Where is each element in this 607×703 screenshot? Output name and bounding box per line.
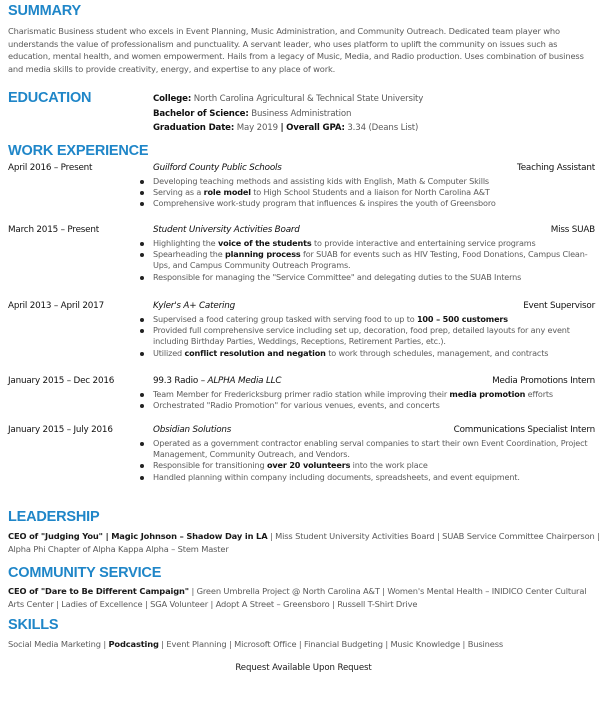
graduation-value: May 2019: [236, 123, 278, 133]
job-bullet: Handled planning within company including documents, spreadsheets, and event equipment.: [0, 472, 607, 483]
leadership-text: CEO of "Judging You" | Magic Johnson – Shadow Day in LA | Miss Student University Activities Board | SUAB Service Committee Chairperson | Alpha Phi Chapter of Alpha Kappa Alpha – Stem Master: [8, 531, 600, 554]
summary-heading: SUMMARY: [8, 3, 81, 19]
skills-heading: SKILLS: [8, 617, 59, 633]
job-org: 99.3 Radio – ALPHA Media LLC: [153, 376, 282, 386]
work-heading: WORK EXPERIENCE: [8, 143, 149, 159]
job-entry: [0, 376, 607, 411]
job-bullet: Spearheading the planning process for SUAB for events such as HIV Testing, Food Donations, Campus Clean-Ups, and Campus Community Outreach Programs.: [0, 249, 607, 271]
job-role: Event Supervisor: [523, 301, 595, 311]
degree-value: Business Administration: [251, 109, 352, 119]
degree-label: Bachelor of Science:: [153, 109, 249, 119]
job-role: Communications Specialist Intern: [453, 425, 595, 435]
job-role: Teaching Assistant: [517, 163, 595, 173]
job-role: Miss SUAB: [550, 225, 595, 235]
job-bullet: Team Member for Fredericksburg primer radio station while improving their media promotion efforts: [0, 389, 607, 400]
job-org: Guilford County Public Schools: [153, 163, 282, 173]
job-date: April 2013 – April 2017: [8, 301, 104, 311]
job-entry: [0, 301, 607, 359]
graduation-label: Graduation Date:: [153, 123, 235, 133]
community-text: CEO of "Dare to Be Different Campaign" | Green Umbrella Project @ North Carolina A&T | Women's Mental Health – INIDICO Center Cultural Arts Center | Ladies of Excellence | SGA Volunteer | Adopt A Street – Greensboro | Russell T-Shirt Drive: [8, 586, 587, 609]
job-bullet: Utilized conflict resolution and negation to work through schedules, management, and contracts: [0, 348, 607, 359]
job-bullet: Provided full comprehensive service including set up, decoration, food prep, detailed layouts for any event including Birthday Parties, Weddings, Receptions, Retirement Parties, etc.).: [0, 325, 607, 347]
education-degree: [153, 108, 351, 121]
job-role: Media Promotions Intern: [492, 376, 595, 386]
job-bullet: Highlighting the voice of the students to provide interactive and entertaining service programs: [0, 238, 607, 249]
job-date: April 2016 – Present: [8, 163, 93, 173]
education-graduation: [153, 122, 418, 135]
job-bullet: Operated as a government contractor enabling serval companies to start their own Event Coordination, Project Management, Community Outreach, and Vendors.: [0, 438, 607, 460]
leadership-heading: LEADERSHIP: [8, 509, 100, 525]
job-bullet: Responsible for transitioning over 20 volunteers into the work place: [0, 460, 607, 471]
separator: |: [280, 123, 284, 133]
college-value: North Carolina Agricultural & Technical State University: [193, 94, 424, 104]
job-entry: [0, 225, 607, 283]
education-heading: EDUCATION: [8, 90, 92, 106]
job-bullet: Responsible for managing the "Service Committee" and delegating duties to the SUAB Interns: [0, 272, 607, 283]
education-college: [153, 93, 423, 106]
job-bullet: Developing teaching methods and assisting kids with English, Math & Computer Skills: [0, 176, 607, 187]
community-heading: COMMUNITY SERVICE: [8, 565, 162, 581]
job-date: January 2015 – Dec 2016: [8, 376, 115, 386]
job-bullet: Serving as a role model to High School Students and a liaison for North Carolina A&T: [0, 187, 607, 198]
gpa-label: Overall GPA:: [286, 123, 345, 133]
summary-text: Charismatic Business student who excels in Event Planning, Music Administration, and Community Outreach. Dedicated team player who understands the value of professionalism and punctuality. A servant leader, who uses platform to uplift the community on issues such as education, mental health, and women empowerment. Hails from a legacy of Music, Media, and Radio production. Uses combination of business and media skills to provide creativity, energy, and expertise to any place of work.: [8, 26, 584, 74]
job-entry: [0, 163, 607, 210]
gpa-value: 3.34 (Deans List): [347, 123, 419, 133]
job-bullet: Comprehensive work-study program that influences & inspires the youth of Greensboro: [0, 198, 607, 209]
job-bullet: Supervised a food catering group tasked with serving food to up to 100 – 500 customers: [0, 314, 607, 325]
job-org: Student University Activities Board: [153, 225, 300, 235]
references-note: Request Available Upon Request: [235, 663, 372, 673]
job-bullet: Orchestrated "Radio Promotion" for various venues, events, and concerts: [0, 400, 607, 411]
college-label: College:: [153, 94, 192, 104]
job-date: January 2015 – July 2016: [8, 425, 113, 435]
job-date: March 2015 – Present: [8, 225, 99, 235]
job-entry: [0, 425, 607, 483]
job-org: Kyler's A+ Catering: [153, 301, 236, 311]
skills-text: Social Media Marketing | Podcasting | Event Planning | Microsoft Office | Financial Budgeting | Music Knowledge | Business: [8, 639, 504, 649]
job-org: Obsidian Solutions: [153, 425, 232, 435]
